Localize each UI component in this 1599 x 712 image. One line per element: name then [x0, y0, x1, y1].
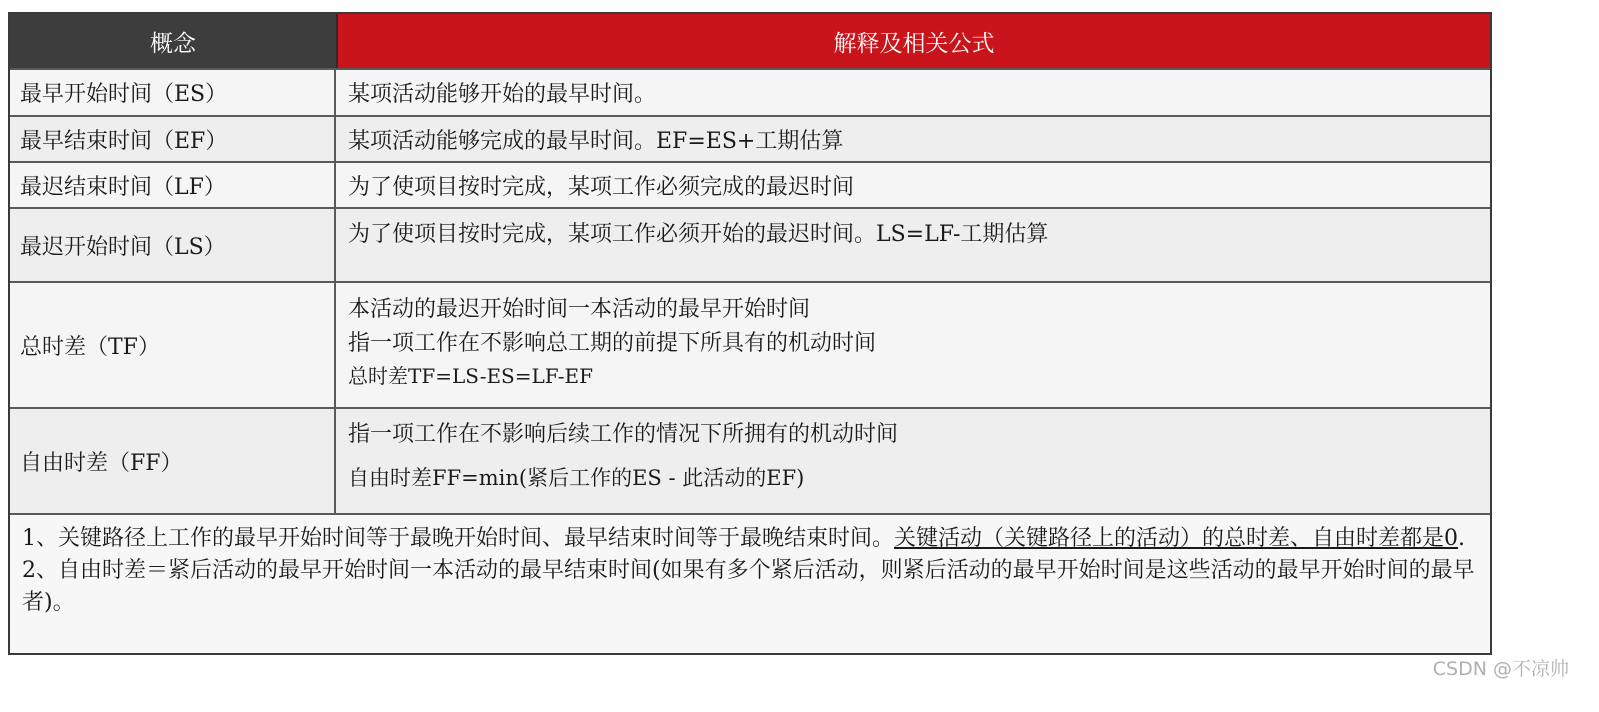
header-explanation: 解释及相关公式 [338, 14, 1490, 68]
table-row [10, 407, 1490, 513]
explanation-cell [336, 409, 1490, 513]
note-2: 2、自由时差＝紧后活动的最早开始时间一本活动的最早结束时间(如果有多个紧后活动，则紧后活动的最早开始时间是这些活动的最早开始时间的最早者)。 [22, 557, 1475, 615]
note-1-text: 1、关键路径上工作的最早开始时间等于最晚开始时间、最早结束时间等于最晚结束时间。 [22, 526, 895, 551]
explanation-line: 本活动的最迟开始时间一本活动的最早开始时间 [348, 297, 811, 322]
explanation-cell [336, 117, 1490, 161]
concept-cell: 最迟开始时间（LS） [10, 209, 336, 281]
explanation-line: 为了使项目按时完成，某项工作必须完成的最迟时间 [348, 174, 855, 200]
notes-section [10, 513, 1490, 653]
explanation-cell [336, 209, 1490, 281]
table-header [10, 14, 1490, 68]
note-1 [22, 523, 1478, 555]
formula-line: 总时差TF=LS-ES=LF-EF [348, 364, 593, 389]
watermark: CSDN @不凉帅 [1432, 658, 1569, 680]
note-1-underlined: 关键活动（关键路径上的活动）的总时差、自由时差都是0 [894, 526, 1459, 551]
explanation-line: 某项活动能够完成的最早时间。EF=ES+工期估算 [348, 128, 844, 154]
concept-cell: 最迟结束时间（LF） [10, 163, 336, 207]
explanation-line: 指一项工作在不影响总工期的前提下所具有的机动时间 [348, 331, 877, 357]
explanation-line: 某项活动能够开始的最早时间。 [348, 82, 657, 107]
table-row [10, 115, 1490, 161]
concept-cell: 最早结束时间（EF） [10, 117, 336, 161]
explanation-line: 指一项工作在不影响后续工作的情况下所拥有的机动时间 [348, 422, 899, 447]
header-concept: 概念 [10, 14, 338, 68]
explanation-line: 为了使项目按时完成，某项工作必须开始的最迟时间。LS=LF-工期估算 [348, 222, 1049, 247]
table-row [10, 68, 1490, 115]
concept-cell: 总时差（TF） [10, 283, 336, 407]
concept-table [8, 12, 1492, 655]
concept-cell: 最早开始时间（ES） [10, 70, 336, 115]
explanation-cell [336, 163, 1490, 207]
formula-line: 自由时差FF=min(紧后工作的ES - 此活动的EF) [348, 466, 805, 490]
note-1-end: . [1458, 526, 1466, 551]
table-row [10, 281, 1490, 407]
table-row [10, 207, 1490, 281]
explanation-cell [336, 283, 1490, 407]
table-row [10, 161, 1490, 207]
concept-cell: 自由时差（FF） [10, 409, 336, 513]
explanation-cell [336, 70, 1490, 115]
